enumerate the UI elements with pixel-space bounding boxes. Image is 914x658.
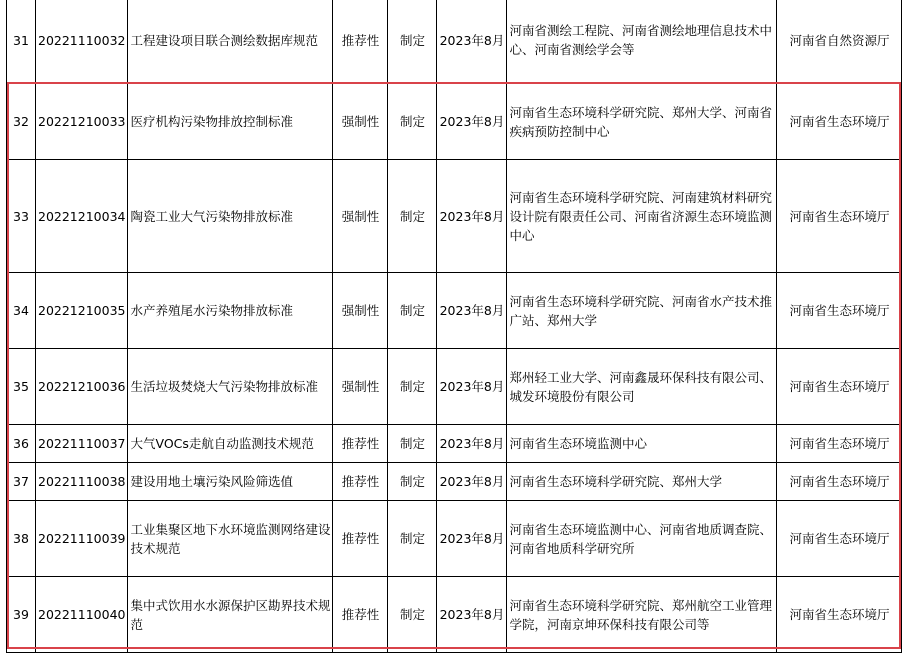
table-row xyxy=(7,349,902,425)
responsible-department: 河南省自然资源厅 xyxy=(777,0,902,84)
row-number: 33 xyxy=(7,160,36,273)
completion-date: 2023年8月 xyxy=(437,425,507,463)
drafting-units: 河南省生态环境科学研究院、河南省水产技术推广站、郑州大学 xyxy=(507,273,777,349)
table-row xyxy=(7,501,902,577)
revision-type: 制定 xyxy=(388,273,437,349)
project-code: 20221110037 xyxy=(36,425,128,463)
standard-nature: 推荐性 xyxy=(333,501,388,577)
drafting-units: 河南省测绘工程院、河南省测绘地理信息技术中心、河南省测绘学会等 xyxy=(507,0,777,84)
standard-name: 集中式饮用水水源保护区勘界技术规范 xyxy=(128,577,333,653)
row-number: 39 xyxy=(7,577,36,653)
standard-name: 医疗机构污染物排放控制标准 xyxy=(128,84,333,160)
drafting-units: 河南省生态环境科学研究院、河南建筑材料研究设计院有限责任公司、河南省济源生态环境监测中心 xyxy=(507,160,777,273)
revision-type: 制定 xyxy=(388,84,437,160)
standard-nature: 推荐性 xyxy=(333,0,388,84)
standard-name: 大气VOCs走航自动监测技术规范 xyxy=(128,425,333,463)
standard-nature: 强制性 xyxy=(333,84,388,160)
completion-date: 2023年8月 xyxy=(437,577,507,653)
standard-name: 生活垃圾焚烧大气污染物排放标准 xyxy=(128,349,333,425)
row-number: 38 xyxy=(7,501,36,577)
project-code: 20221110032 xyxy=(36,0,128,84)
drafting-units: 河南省生态环境科学研究院、郑州大学、河南省疾病预防控制中心 xyxy=(507,84,777,160)
completion-date: 2023年8月 xyxy=(437,0,507,84)
completion-date: 2023年8月 xyxy=(437,349,507,425)
standard-nature: 推荐性 xyxy=(333,463,388,501)
responsible-department: 河南省生态环境厅 xyxy=(777,463,902,501)
table-row xyxy=(7,273,902,349)
revision-type: 制定 xyxy=(388,425,437,463)
row-number: 37 xyxy=(7,463,36,501)
row-number: 34 xyxy=(7,273,36,349)
standard-name: 工程建设项目联合测绘数据库规范 xyxy=(128,0,333,84)
revision-type: 制定 xyxy=(388,160,437,273)
standard-nature: 强制性 xyxy=(333,160,388,273)
responsible-department: 河南省生态环境厅 xyxy=(777,349,902,425)
row-number: 35 xyxy=(7,349,36,425)
drafting-units: 河南省生态环境监测中心 xyxy=(507,425,777,463)
table-row xyxy=(7,0,902,84)
responsible-department: 河南省生态环境厅 xyxy=(777,273,902,349)
completion-date: 2023年8月 xyxy=(437,273,507,349)
row-number: 32 xyxy=(7,84,36,160)
row-number: 31 xyxy=(7,0,36,84)
project-code: 20221210036 xyxy=(36,349,128,425)
revision-type: 制定 xyxy=(388,463,437,501)
responsible-department: 河南省生态环境厅 xyxy=(777,160,902,273)
table-row xyxy=(7,577,902,653)
project-code: 20221210033 xyxy=(36,84,128,160)
drafting-units: 河南省生态环境科学研究院、郑州航空工业管理学院，河南京坤环保科技有限公司等 xyxy=(507,577,777,653)
standard-nature: 推荐性 xyxy=(333,425,388,463)
standard-nature: 推荐性 xyxy=(333,577,388,653)
table-row xyxy=(7,160,902,273)
project-code: 20221110038 xyxy=(36,463,128,501)
revision-type: 制定 xyxy=(388,577,437,653)
standard-name: 陶瓷工业大气污染物排放标准 xyxy=(128,160,333,273)
revision-type: 制定 xyxy=(388,501,437,577)
responsible-department: 河南省生态环境厅 xyxy=(777,501,902,577)
standards-table xyxy=(6,0,902,653)
drafting-units: 河南省生态环境监测中心、河南省地质调查院、河南省地质科学研究所 xyxy=(507,501,777,577)
completion-date: 2023年8月 xyxy=(437,160,507,273)
responsible-department: 河南省生态环境厅 xyxy=(777,84,902,160)
standard-nature: 强制性 xyxy=(333,349,388,425)
completion-date: 2023年8月 xyxy=(437,84,507,160)
row-number: 36 xyxy=(7,425,36,463)
standard-name: 工业集聚区地下水环境监测网络建设技术规范 xyxy=(128,501,333,577)
completion-date: 2023年8月 xyxy=(437,463,507,501)
project-code: 20221110039 xyxy=(36,501,128,577)
table-row xyxy=(7,84,902,160)
drafting-units: 河南省生态环境科学研究院、郑州大学 xyxy=(507,463,777,501)
standard-name: 水产养殖尾水污染物排放标准 xyxy=(128,273,333,349)
standard-name: 建设用地土壤污染风险筛选值 xyxy=(128,463,333,501)
standard-nature: 强制性 xyxy=(333,273,388,349)
project-code: 20221210034 xyxy=(36,160,128,273)
responsible-department: 河南省生态环境厅 xyxy=(777,577,902,653)
revision-type: 制定 xyxy=(388,349,437,425)
revision-type: 制定 xyxy=(388,0,437,84)
completion-date: 2023年8月 xyxy=(437,501,507,577)
responsible-department: 河南省生态环境厅 xyxy=(777,425,902,463)
table-row xyxy=(7,463,902,501)
project-code: 20221210035 xyxy=(36,273,128,349)
project-code: 20221110040 xyxy=(36,577,128,653)
table-row xyxy=(7,425,902,463)
drafting-units: 郑州轻工业大学、河南鑫晟环保科技有限公司、城发环境股份有限公司 xyxy=(507,349,777,425)
